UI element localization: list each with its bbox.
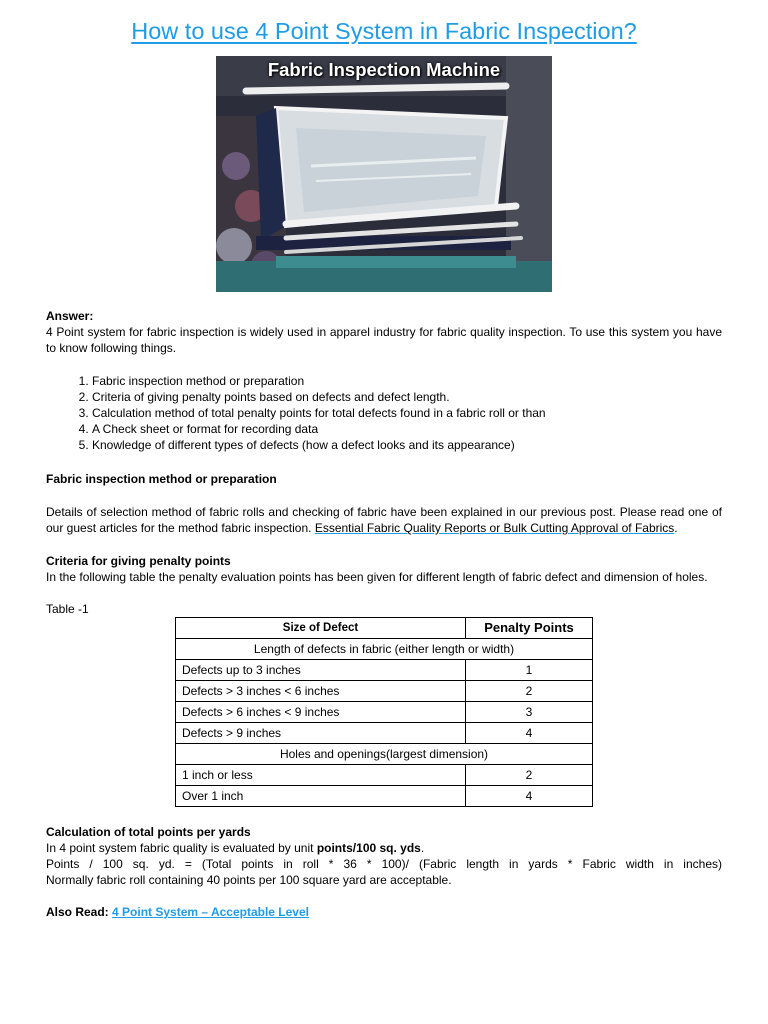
defect-cell: Defects up to 3 inches bbox=[176, 660, 466, 681]
table-label: Table -1 bbox=[46, 602, 89, 616]
page-title: How to use 4 Point System in Fabric Inspection? bbox=[131, 18, 637, 44]
acceptance-line: Normally fabric roll containing 40 points per 100 square yard are acceptable. bbox=[46, 873, 452, 887]
calculation-formula: Points / 100 sq. yd. = (Total points in roll * 36 * 100)/ (Fabric length in yards * Fabric width in inches) bbox=[46, 857, 722, 871]
section-heading-calculation: Calculation of total points per yards bbox=[46, 825, 251, 839]
list-item: 2. Criteria of giving penalty points based on defects and defect length. bbox=[92, 389, 752, 405]
list-item: 5. Knowledge of different types of defects (how a defect looks and its appearance) bbox=[92, 437, 752, 453]
penalty-points-table bbox=[175, 617, 593, 807]
period: . bbox=[420, 841, 425, 855]
table-group-row bbox=[176, 639, 593, 660]
calculation-unit-bold: points/100 sq. yds bbox=[316, 841, 421, 855]
image-caption: Fabric Inspection Machine bbox=[267, 59, 501, 80]
period: . bbox=[674, 521, 678, 535]
header-size-of-defect: Size of Defect bbox=[176, 618, 466, 639]
section-heading-inspection-method: Fabric inspection method or preparation bbox=[46, 472, 277, 486]
points-cell: 3 bbox=[466, 702, 593, 723]
table-row bbox=[176, 723, 593, 744]
list-item: 3. Calculation method of total penalty points for total defects found in a fabric roll or than bbox=[92, 405, 752, 421]
section-heading-penalty-criteria: Criteria for giving penalty points bbox=[46, 554, 231, 568]
defect-cell: 1 inch or less bbox=[176, 765, 466, 786]
quality-reports-link[interactable]: Essential Fabric Quality Reports or Bulk Cutting Approval of Fabrics bbox=[314, 521, 675, 535]
defect-cell: Defects > 9 inches bbox=[176, 723, 466, 744]
defect-cell: Over 1 inch bbox=[176, 786, 466, 807]
acceptable-level-link[interactable]: 4 Point System – Acceptable Level bbox=[112, 905, 309, 919]
table-row bbox=[176, 660, 593, 681]
points-cell: 4 bbox=[466, 786, 593, 807]
list-item: 1. Fabric inspection method or preparation bbox=[92, 373, 752, 389]
table-row bbox=[176, 702, 593, 723]
fabric-inspection-machine-image bbox=[216, 56, 552, 292]
defect-cell: Defects > 3 inches < 6 inches bbox=[176, 681, 466, 702]
also-read-line bbox=[46, 904, 722, 920]
points-cell: 4 bbox=[466, 723, 593, 744]
topic-list bbox=[46, 373, 752, 453]
points-cell: 2 bbox=[466, 681, 593, 702]
points-cell: 1 bbox=[466, 660, 593, 681]
also-read-label: Also Read: bbox=[46, 905, 113, 919]
calculation-unit-line bbox=[46, 840, 722, 856]
answer-label: Answer: bbox=[46, 309, 94, 323]
intro-paragraph: 4 Point system for fabric inspection is widely used in apparel industry for fabric quality inspection. To use this system you have to know following things. bbox=[46, 325, 722, 355]
table-header-row bbox=[176, 618, 593, 639]
table-group-row bbox=[176, 744, 593, 765]
table-row bbox=[176, 681, 593, 702]
header-penalty-points: Penalty Points bbox=[466, 618, 593, 639]
calculation-unit-text: In 4 point system fabric quality is evaluated by unit bbox=[46, 841, 317, 855]
group-holes-and-openings: Holes and openings(largest dimension) bbox=[176, 744, 593, 765]
inspection-method-paragraph bbox=[46, 504, 722, 536]
table-row bbox=[176, 786, 593, 807]
defect-cell: Defects > 6 inches < 9 inches bbox=[176, 702, 466, 723]
points-cell: 2 bbox=[466, 765, 593, 786]
list-item: 4. A Check sheet or format for recording data bbox=[92, 421, 752, 437]
table-row bbox=[176, 765, 593, 786]
group-length-of-defects: Length of defects in fabric (either length or width) bbox=[176, 639, 593, 660]
penalty-criteria-paragraph: In the following table the penalty evaluation points has been given for different length of fabric defect and dimension of holes. bbox=[46, 570, 708, 584]
inspection-method-text: Details of selection method of fabric rolls and checking of fabric have been explained in our previous post. Please read one of our guest articles for the method fabric inspection. bbox=[46, 505, 722, 535]
machine-illustration bbox=[216, 56, 552, 292]
